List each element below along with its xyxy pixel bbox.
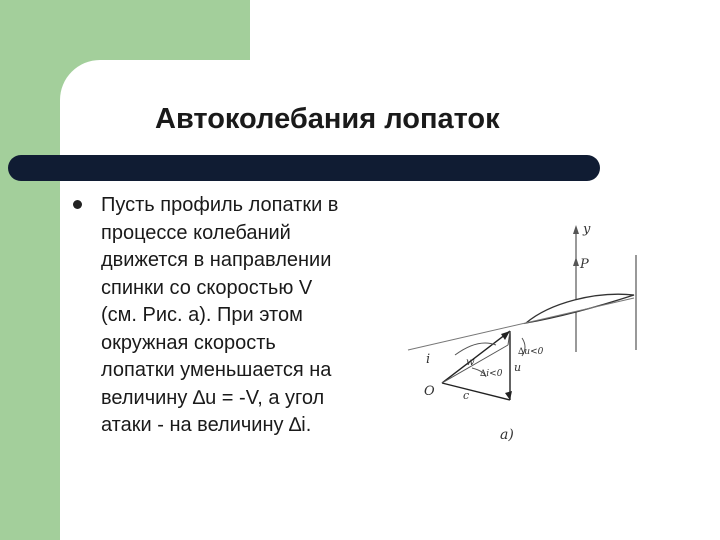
bullet-line: величину ∆u = -V, а угол bbox=[101, 386, 325, 409]
bullet-line: лопатки уменьшается на bbox=[101, 359, 332, 381]
top-band bbox=[250, 0, 720, 60]
label-c: c bbox=[463, 389, 470, 402]
bullet-dot-icon bbox=[73, 200, 82, 209]
airfoil-velocity-diagram bbox=[400, 205, 640, 450]
bullet-text bbox=[101, 192, 401, 440]
label-u: u bbox=[514, 361, 522, 374]
inflow-line bbox=[408, 298, 634, 350]
bullet-line: движется в направлении bbox=[101, 249, 332, 271]
vector-c bbox=[442, 383, 510, 400]
label-delta-i: ∆i<0 bbox=[480, 369, 503, 379]
slide-title: Автоколебания лопаток bbox=[155, 103, 500, 135]
label-o: O bbox=[424, 384, 435, 399]
bullet-line: Пусть профиль лопатки в bbox=[101, 194, 339, 216]
label-y: y bbox=[583, 222, 591, 237]
title-divider bbox=[8, 155, 600, 181]
p-arrow-icon bbox=[573, 257, 579, 266]
label-w: w bbox=[466, 357, 475, 368]
label-i: i bbox=[426, 352, 431, 367]
label-p: P bbox=[580, 257, 589, 272]
label-delta-u: ∆u<0 bbox=[518, 347, 544, 357]
bullet-line: процессе колебаний bbox=[101, 221, 291, 244]
angle-arc-i bbox=[455, 343, 496, 355]
figure-caption: a) bbox=[500, 427, 514, 443]
bullet-line: спинки со скоростью V bbox=[101, 276, 313, 299]
bullet-line: окружная скорость bbox=[101, 331, 276, 354]
bullet-line: (см. Рис. а). При этом bbox=[101, 304, 303, 326]
bullet-line: атаки - на величину ∆i. bbox=[101, 414, 312, 436]
y-arrow-icon bbox=[573, 225, 579, 234]
